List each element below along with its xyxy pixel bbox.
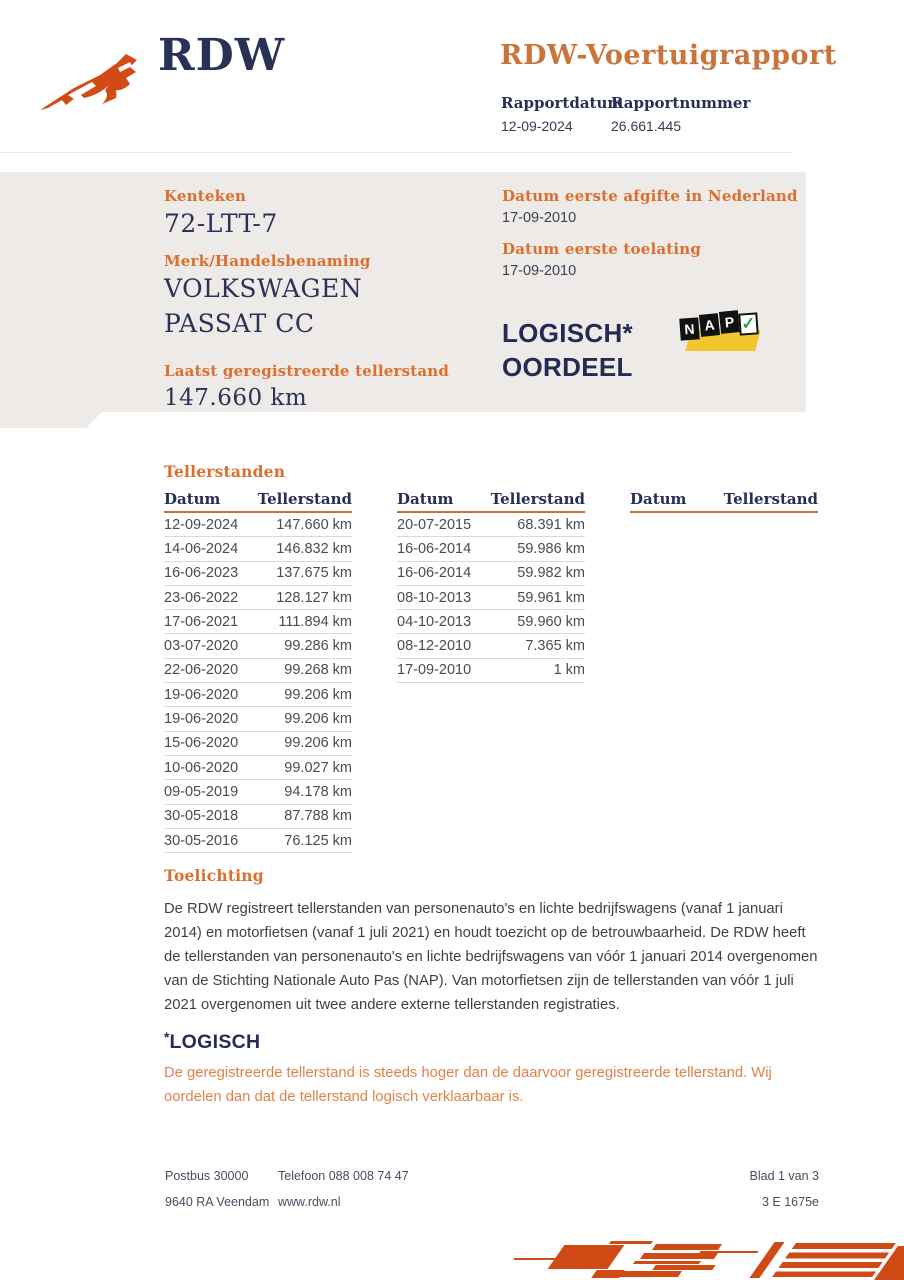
column-header-tellerstand: Tellerstand — [490, 490, 585, 508]
nap-tile-a: A — [699, 313, 720, 337]
row-date: 15-06-2020 — [164, 735, 239, 752]
table-row — [164, 707, 352, 731]
row-date: 16-06-2014 — [397, 540, 472, 557]
table-row — [164, 610, 352, 634]
table-row — [397, 659, 585, 683]
table-row — [164, 805, 352, 829]
afgifte-value: 17-09-2010 — [502, 210, 577, 226]
row-value: 137.675 km — [276, 565, 352, 582]
logisch-asterisk: * — [164, 1029, 170, 1045]
table-row — [164, 659, 352, 683]
row-date: 20-07-2015 — [397, 516, 472, 533]
footer-address-line1: Postbus 30000 — [165, 1169, 249, 1183]
meter-column-1 — [164, 490, 352, 853]
row-date: 16-06-2014 — [397, 565, 472, 582]
row-value: 76.125 km — [284, 832, 352, 849]
table-row — [164, 683, 352, 707]
report-meta — [501, 94, 750, 134]
row-date: 30-05-2016 — [164, 832, 239, 849]
table-row — [164, 537, 352, 561]
stripe — [772, 1243, 896, 1277]
row-value: 59.960 km — [517, 613, 585, 630]
row-value: 59.986 km — [517, 540, 585, 557]
meter-section — [164, 462, 819, 853]
table-row — [164, 780, 352, 804]
nap-logo — [680, 311, 764, 357]
row-date: 09-05-2019 — [164, 783, 239, 800]
row-value: 99.206 km — [284, 686, 352, 703]
logisch-body: De geregistreerde tellerstand is steeds hoger dan de daarvoor geregistreerde tellerstand. Wij oordelen dan dat de tellerstand logisch verklaarbaar is. — [164, 1065, 772, 1105]
table-row — [164, 562, 352, 586]
oordeel-line2: OORDEEL — [502, 352, 633, 382]
footer-page-number: Blad 1 van 3 — [749, 1169, 819, 1183]
toelating-value: 17-09-2010 — [502, 263, 577, 279]
logisch-title: LOGISCH — [169, 1031, 261, 1053]
table-row — [397, 586, 585, 610]
table-row — [397, 610, 585, 634]
vehicle-panel — [0, 172, 806, 412]
table-row — [164, 756, 352, 780]
row-value: 99.206 km — [284, 735, 352, 752]
row-value: 99.027 km — [284, 759, 352, 776]
oordeel-line1: LOGISCH* — [502, 318, 633, 348]
column-header-datum: Datum — [164, 490, 221, 508]
row-date: 08-10-2013 — [397, 589, 472, 606]
afgifte-label: Datum eerste afgifte in Nederland — [502, 187, 798, 205]
row-date: 30-05-2018 — [164, 808, 239, 825]
table-row — [397, 513, 585, 537]
meter-section-title: Tellerstanden — [164, 462, 286, 481]
table-row — [397, 537, 585, 561]
row-value: 7.365 km — [525, 638, 585, 655]
stripe — [652, 1265, 716, 1270]
table-row — [164, 732, 352, 756]
report-date-value: 12-09-2024 — [501, 118, 573, 134]
row-value: 99.286 km — [284, 638, 352, 655]
rdw-wing-icon — [38, 50, 148, 121]
table-row — [397, 562, 585, 586]
row-date: 22-06-2020 — [164, 662, 239, 679]
stripe — [614, 1271, 682, 1277]
row-value: 87.788 km — [284, 808, 352, 825]
meter-column-2 — [397, 490, 585, 853]
row-date: 12-09-2024 — [164, 516, 239, 533]
row-date: 17-09-2010 — [397, 662, 472, 679]
row-date: 10-06-2020 — [164, 759, 239, 776]
kenteken-value: 72-LTT-7 — [164, 209, 278, 238]
report-title: RDW-Voertuigrapport — [500, 40, 837, 71]
stripe — [640, 1253, 718, 1259]
row-value: 59.961 km — [517, 589, 585, 606]
row-value: 68.391 km — [517, 516, 585, 533]
footer-address-line2: 9640 RA Veendam — [165, 1195, 270, 1209]
row-value: 1 km — [553, 662, 585, 679]
row-value: 111.894 km — [278, 613, 352, 630]
report-number-value: 26.661.445 — [611, 118, 682, 134]
stripe — [633, 1261, 701, 1264]
row-value: 99.206 km — [284, 711, 352, 728]
column-header-tellerstand: Tellerstand — [257, 490, 352, 508]
row-value: 146.832 km — [276, 540, 352, 557]
row-value: 147.660 km — [276, 516, 352, 533]
kenteken-label: Kenteken — [164, 187, 247, 205]
row-value: 59.982 km — [517, 565, 585, 582]
speed-stripes-graphic — [514, 1240, 904, 1280]
nap-tile-p: P — [719, 310, 740, 334]
header — [0, 0, 904, 152]
footer-phone: Telefoon 088 008 74 47 — [278, 1169, 409, 1183]
table-row — [164, 513, 352, 537]
table-row — [164, 634, 352, 658]
report-number-label: Rapportnummer — [611, 94, 751, 112]
row-date: 17-06-2021 — [164, 613, 239, 630]
row-date: 04-10-2013 — [397, 613, 472, 630]
merk-value-line1: VOLKSWAGEN — [164, 274, 363, 303]
stripe — [548, 1245, 625, 1269]
row-date: 16-06-2023 — [164, 565, 239, 582]
row-date: 23-06-2022 — [164, 589, 239, 606]
footer-form-code: 3 E 1675e — [762, 1195, 819, 1209]
header-divider — [0, 152, 792, 153]
report-date-label: Rapportdatum — [501, 94, 624, 112]
footer-website: www.rdw.nl — [278, 1195, 341, 1209]
row-value: 128.127 km — [276, 589, 352, 606]
stripe — [652, 1244, 722, 1250]
toelating-label: Datum eerste toelating — [502, 240, 702, 258]
meter-column-3 — [630, 490, 818, 853]
rdw-logo-text: RDW — [158, 30, 286, 81]
table-row — [164, 829, 352, 853]
table-row — [397, 634, 585, 658]
toelichting-body: De RDW registreert tellerstanden van personenauto's en lichte bedrijfswagens (vanaf 1 januari 2014) en motorfietsen (vanaf 1 juli 2021) en houdt toezicht op de betrouwbaarheid. De RDW heeft de tellerstanden van personenauto's en lichte bedrijfswagens van vóór 1 januari 2014 overgenomen van de Stichting Nationale Auto Pas (NAP). Van motorfietsen zijn de tellerstanden van vóór 1 juli 2021 overgenomen uit twee andere externe tellerstanden registraties. — [164, 901, 818, 1013]
row-value: 94.178 km — [284, 783, 352, 800]
column-header-datum: Datum — [630, 490, 687, 508]
row-date: 03-07-2020 — [164, 638, 239, 655]
row-date: 14-06-2024 — [164, 540, 239, 557]
row-value: 99.268 km — [284, 662, 352, 679]
row-date: 08-12-2010 — [397, 638, 472, 655]
toelichting-section — [164, 866, 824, 1109]
check-icon: ✓ — [738, 312, 758, 335]
footer — [165, 1163, 819, 1215]
row-date: 19-06-2020 — [164, 686, 239, 703]
column-header-tellerstand: Tellerstand — [723, 490, 818, 508]
logisch-heading — [164, 1029, 824, 1054]
nap-tile-n: N — [679, 317, 699, 340]
merk-value-line2: PASSAT CC — [164, 309, 315, 338]
table-row — [164, 586, 352, 610]
column-header-datum: Datum — [397, 490, 454, 508]
toelichting-title: Toelichting — [164, 866, 264, 885]
merk-label: Merk/Handelsbenaming — [164, 252, 371, 270]
tellerstand-label: Laatst geregistreerde tellerstand — [164, 362, 450, 380]
stripe — [609, 1241, 653, 1244]
tellerstand-value: 147.660 km — [164, 385, 308, 411]
row-date: 19-06-2020 — [164, 711, 239, 728]
